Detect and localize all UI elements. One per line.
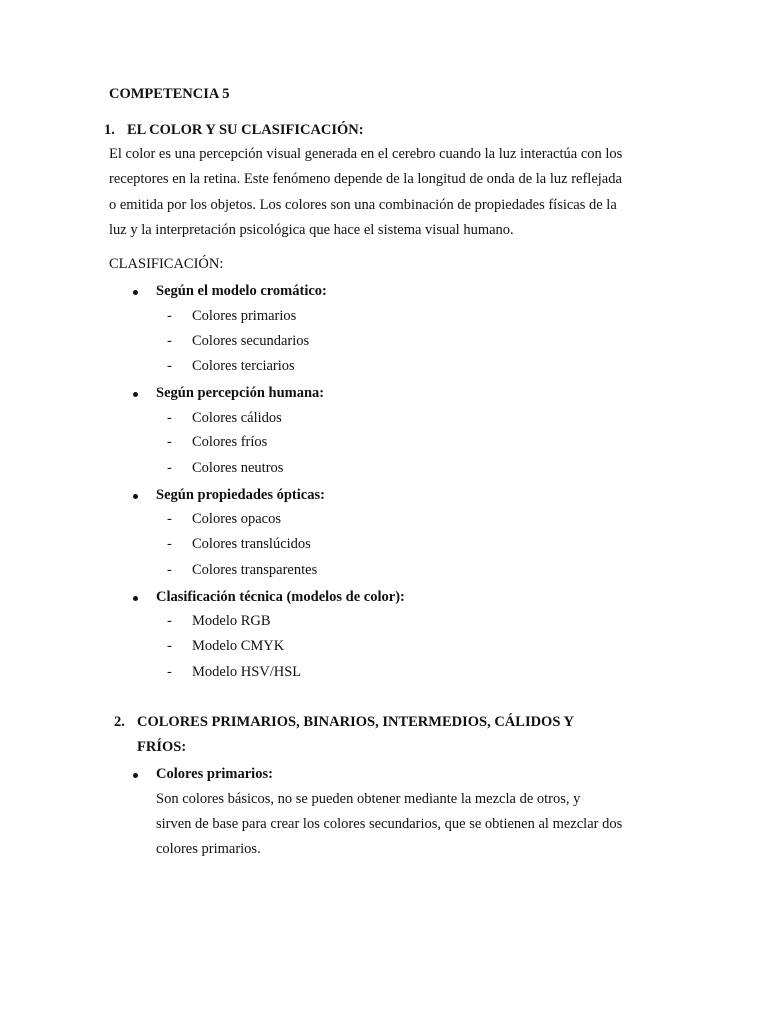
section-2-title-line: FRÍOS:: [137, 739, 187, 755]
dash-marker: -: [167, 460, 172, 476]
section-2-bullet-title: Colores primarios:: [156, 766, 273, 782]
section-2-paragraph-line: Son colores básicos, no se pueden obtener mediante la mezcla de otros, y: [156, 791, 581, 807]
section-1-paragraph-line: receptores en la retina. Este fenómeno depende de la longitud de onda de la luz reflejada: [109, 171, 622, 187]
section-2-paragraph-line: colores primarios.: [156, 841, 261, 857]
section-1-paragraph-line: El color es una percepción visual generada en el cerebro cuando la luz interactúa con los: [109, 146, 623, 162]
classification-item: Colores neutros: [192, 460, 284, 476]
section-2-paragraph-line: sirven de base para crear los colores secundarios, que se obtienen al mezclar dos: [156, 816, 623, 832]
dash-marker: -: [167, 410, 172, 426]
classification-item: Colores transparentes: [192, 562, 318, 578]
bullet-icon: [133, 290, 138, 295]
dash-marker: -: [167, 638, 172, 654]
dash-marker: -: [167, 308, 172, 324]
classification-item: Colores cálidos: [192, 410, 282, 426]
classification-item: Colores primarios: [192, 308, 297, 324]
section-1-paragraph-line: luz y la interpretación psicológica que hace el sistema visual humano.: [109, 222, 514, 238]
classification-item: Modelo RGB: [192, 613, 271, 629]
classification-item: Modelo CMYK: [192, 638, 285, 654]
bullet-icon: [133, 494, 138, 499]
classification-item: Colores fríos: [192, 434, 268, 450]
dash-marker: -: [167, 358, 172, 374]
dash-marker: -: [167, 664, 172, 680]
section-1-number: 1.: [104, 122, 115, 138]
section-2-number: 2.: [114, 714, 125, 730]
dash-marker: -: [167, 511, 172, 527]
bullet-icon: [133, 392, 138, 397]
classification-item: Modelo HSV/HSL: [192, 664, 302, 680]
classification-group-title: Clasificación técnica (modelos de color):: [156, 589, 405, 605]
dash-marker: -: [167, 562, 172, 578]
classification-item: Colores opacos: [192, 511, 281, 527]
dash-marker: -: [167, 333, 172, 349]
classification-group-title: Según propiedades ópticas:: [156, 487, 325, 503]
dash-marker: -: [167, 434, 172, 450]
bullet-icon: [133, 596, 138, 601]
dash-marker: -: [167, 536, 172, 552]
dash-marker: -: [167, 613, 172, 629]
page-heading: COMPETENCIA 5: [109, 86, 230, 102]
bullet-icon: [133, 773, 138, 778]
classification-item: Colores secundarios: [192, 333, 310, 349]
classification-item: Colores translúcidos: [192, 536, 311, 552]
section-2-title-line: COLORES PRIMARIOS, BINARIOS, INTERMEDIOS, CÁLIDOS Y: [137, 714, 574, 730]
section-1-paragraph-line: o emitida por los objetos. Los colores son una combinación de propiedades físicas de la: [109, 197, 617, 213]
classification-group-title: Según percepción humana:: [156, 385, 325, 401]
classification-item: Colores terciarios: [192, 358, 295, 374]
classification-group-title: Según el modelo cromático:: [156, 283, 327, 299]
classification-label: CLASIFICACIÓN:: [109, 256, 224, 272]
section-1-title: EL COLOR Y SU CLASIFICACIÓN:: [127, 122, 364, 138]
